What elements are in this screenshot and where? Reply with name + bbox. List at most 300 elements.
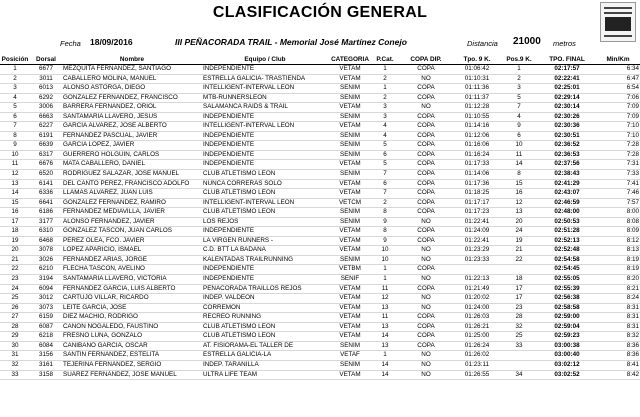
cell-pace: 6:47 [596, 74, 640, 84]
cell-final-time: 02:30:51 [538, 131, 596, 141]
table-row [0, 93, 640, 103]
cell-club: PEÑACORADA TRAILLOS REJOS [202, 284, 328, 294]
cell-position: 12 [0, 170, 30, 180]
cell-bib: 3006 [30, 103, 62, 113]
cell-category-position: 5 [372, 141, 398, 151]
cell-category: SENIM [328, 170, 372, 180]
cell-pace: 7:41 [596, 179, 640, 189]
cell-bib: 3011 [30, 74, 62, 84]
cell-category: SENIM [328, 112, 372, 122]
cell-pace: 8:09 [596, 227, 640, 237]
cell-position: 24 [0, 284, 30, 294]
cell-category: SENIM [328, 150, 372, 160]
cell-final-time: 02:54:45 [538, 265, 596, 275]
cell-position-9k: 32 [500, 322, 538, 332]
cell-club: INDEPENDIENTE [202, 160, 328, 170]
cell-club: CORREMON [202, 303, 328, 313]
cell-time-9k: 01:16:06 [454, 141, 500, 151]
cell-pace: 8:21 [596, 284, 640, 294]
cell-category-position: 2 [372, 93, 398, 103]
column-header-final-time: TPO. FINAL [538, 56, 596, 65]
table-row [0, 217, 640, 227]
cell-category: VETBM [328, 265, 372, 275]
cell-time-9k: 01:24:00 [454, 303, 500, 313]
cell-pace: 6:34 [596, 65, 640, 75]
cell-bib: 6159 [30, 313, 62, 323]
cell-time-9k: 01:11:37 [454, 93, 500, 103]
cell-name: DEL CANTO PEREZ, FRANCISCO ADOLFO [62, 179, 202, 189]
cell-club: ESTRELLA GALICIA-LA [202, 351, 328, 361]
cell-name: CAÑON NOGALEDO, FAUSTINO [62, 322, 202, 332]
cell-final-time: 02:59:23 [538, 332, 596, 342]
cell-cup: COPA [398, 170, 454, 180]
cell-position-9k: 12 [500, 198, 538, 208]
cell-club: INDEPENDIENTE [202, 265, 328, 275]
cell-cup: COPA [398, 141, 454, 151]
cell-position: 2 [0, 74, 30, 84]
table-row [0, 112, 640, 122]
cell-club: LA VIRGEN RUNNERS - [202, 236, 328, 246]
cell-bib: 6639 [30, 141, 62, 151]
cell-position: 18 [0, 227, 30, 237]
cell-category: SENIF [328, 275, 372, 285]
cell-cup: NO [398, 103, 454, 113]
cell-position: 21 [0, 255, 30, 265]
cell-pace: 7:09 [596, 112, 640, 122]
cell-position-9k: 6 [500, 131, 538, 141]
cell-position: 19 [0, 236, 30, 246]
cell-name: DIEZ MACHIO, RODRIGO [62, 313, 202, 323]
cell-position-9k: 3 [500, 84, 538, 94]
column-header-position: Posición [1, 56, 29, 63]
cell-category-position: 14 [372, 360, 398, 370]
cell-club: ULTRA LIFE TEAM [202, 370, 328, 380]
cell-final-time: 02:37:56 [538, 160, 596, 170]
cell-time-9k: 01:26:02 [454, 351, 500, 361]
cell-club: CLUB ATLETISMO LEÓN [202, 332, 328, 342]
cell-category: VETAM [328, 189, 372, 199]
cell-category: VETAM [328, 227, 372, 237]
cell-cup: COPA [398, 227, 454, 237]
cell-pace: 8:36 [596, 351, 640, 361]
cell-time-9k: 01:23:33 [454, 255, 500, 265]
cell-category: VETAM [328, 179, 372, 189]
cell-final-time: 02:48:00 [538, 208, 596, 218]
cell-name: MATA CABALLERO, DANIEL [62, 160, 202, 170]
cell-cup: COPA [398, 284, 454, 294]
cell-bib: 6336 [30, 189, 62, 199]
cell-time-9k: 01:16:24 [454, 150, 500, 160]
table-row [0, 236, 640, 246]
table-row [0, 284, 640, 294]
cell-bib: 6520 [30, 170, 62, 180]
cell-final-time: 02:17:57 [538, 65, 596, 75]
cell-position-9k: 4 [500, 112, 538, 122]
cell-final-time: 02:59:00 [538, 313, 596, 323]
cell-pace: 8:31 [596, 313, 640, 323]
cell-club: INDEPENDIENTE [202, 65, 328, 75]
cell-position-9k: 13 [500, 208, 538, 218]
cell-position: 8 [0, 131, 30, 141]
cell-pace: 8:20 [596, 275, 640, 285]
cell-final-time: 02:30:26 [538, 112, 596, 122]
cell-pace: 8:31 [596, 322, 640, 332]
cell-position: 25 [0, 294, 30, 304]
cell-club: INDEPENDIENTE [202, 275, 328, 285]
cell-name: GARCIA LOPEZ, JAVIER [62, 141, 202, 151]
cell-name: MEZQUITA FERNANDEZ, SANTIAGO [62, 65, 202, 75]
cell-name: LOPEZ APARICIO, ISMAEL [62, 246, 202, 256]
table-row [0, 341, 640, 351]
cell-cup: NO [398, 294, 454, 304]
cell-cup: NO [398, 255, 454, 265]
cell-cup: NO [398, 217, 454, 227]
cell-category-position: 1 [372, 275, 398, 285]
table-row [0, 103, 640, 113]
cell-category-position: 7 [372, 189, 398, 199]
cell-cup: COPA [398, 322, 454, 332]
cell-cup: NO [398, 360, 454, 370]
cell-club: SALAMANCA RAIDS & TRAIL [202, 103, 328, 113]
cell-name: ALONSO ASTORGA, DIEGO [62, 84, 202, 94]
table-row [0, 170, 640, 180]
cell-position: 14 [0, 189, 30, 199]
cell-pace: 8:08 [596, 217, 640, 227]
column-header-name: Nombre [62, 56, 202, 65]
cell-time-9k: 01:10:55 [454, 112, 500, 122]
cell-category-position: 4 [372, 122, 398, 132]
cell-category-position: 3 [372, 112, 398, 122]
column-header-time-9k: Tpo. 9 K. [454, 56, 500, 65]
cell-category: VETCM [328, 198, 372, 208]
cell-position-9k: 17 [500, 294, 538, 304]
table-row [0, 246, 640, 256]
cell-club: ESTRELLA GALICIA- TRASTIENDA [202, 74, 328, 84]
cell-name: LEITE GARCIA, JOSE [62, 303, 202, 313]
cell-club: INDEP. TARANILLA [202, 360, 328, 370]
table-row [0, 303, 640, 313]
table-row [0, 360, 640, 370]
cell-position: 31 [0, 351, 30, 361]
cell-final-time: 03:00:38 [538, 341, 596, 351]
cell-time-9k: 01:20:02 [454, 294, 500, 304]
cell-position: 30 [0, 341, 30, 351]
cell-category-position: 6 [372, 150, 398, 160]
cell-time-9k: 01:14:16 [454, 122, 500, 132]
cell-name: LLAMAS ALVAREZ, JUAN LUIS [62, 189, 202, 199]
cell-club: INDEPENDIENTE [202, 131, 328, 141]
table-row [0, 332, 640, 342]
cell-pace: 8:41 [596, 360, 640, 370]
cell-pace: 7:31 [596, 160, 640, 170]
cell-position: 9 [0, 141, 30, 151]
cell-name: GONZALEZ TASCON, JUAN CARLOS [62, 227, 202, 237]
cell-final-time: 02:55:39 [538, 284, 596, 294]
column-header-club: Equipo / Club [202, 56, 328, 65]
cell-club: RECREO RUNNING [202, 313, 328, 323]
cell-bib: 6310 [30, 227, 62, 237]
table-row [0, 84, 640, 94]
cell-time-9k: 01:24:09 [454, 227, 500, 237]
table-row [0, 255, 640, 265]
table-row [0, 160, 640, 170]
cell-position: 27 [0, 313, 30, 323]
cell-pace: 8:13 [596, 246, 640, 256]
cell-pace: 7:10 [596, 131, 640, 141]
cell-position-9k: 24 [500, 227, 538, 237]
cell-position: 10 [0, 150, 30, 160]
cell-pace: 8:36 [596, 341, 640, 351]
cell-name: RODRÍGUEZ SALAZAR, JOSE MANUEL [62, 170, 202, 180]
cell-cup: COPA [398, 65, 454, 75]
cell-final-time: 02:52:48 [538, 246, 596, 256]
cell-category-position: 10 [372, 246, 398, 256]
cell-category: SENIM [328, 208, 372, 218]
cell-category: VETAM [328, 313, 372, 323]
cell-category: VETAM [328, 160, 372, 170]
cell-time-9k: 01:26:03 [454, 313, 500, 323]
cell-category: VETAM [328, 332, 372, 342]
cell-position-9k: 7 [500, 103, 538, 113]
cell-bib: 6218 [30, 332, 62, 342]
cell-position: 20 [0, 246, 30, 256]
cell-cup: COPA [398, 179, 454, 189]
cell-time-9k: 01:22:41 [454, 217, 500, 227]
cell-category-position: 13 [372, 322, 398, 332]
cell-bib: 3073 [30, 303, 62, 313]
cell-name: GONZALEZ FERNANDEZ, FRANCISCO [62, 93, 202, 103]
cell-position: 17 [0, 217, 30, 227]
cell-category: VETAM [328, 284, 372, 294]
cell-club: MTB-RUNNERSLEÓN [202, 93, 328, 103]
date-label: Fecha [60, 39, 81, 48]
cell-category-position: 9 [372, 217, 398, 227]
event-logo-icon [600, 2, 636, 42]
cell-position-9k: 15 [500, 179, 538, 189]
cell-position-9k: 23 [500, 303, 538, 313]
cell-pace: 8:00 [596, 208, 640, 218]
cell-bib: 6677 [30, 65, 62, 75]
table-row [0, 227, 640, 237]
table-row [0, 131, 640, 141]
cell-category-position: 14 [372, 332, 398, 342]
cell-position-9k: 25 [500, 332, 538, 342]
cell-pace: 7:10 [596, 122, 640, 132]
cell-name: GARCÍA ÁLVAREZ, JOSE ALBERTO [62, 122, 202, 132]
cell-category-position: 2 [372, 198, 398, 208]
cell-time-9k: 01:26:21 [454, 322, 500, 332]
cell-category: SENIM [328, 84, 372, 94]
cell-position: 33 [0, 370, 30, 380]
table-row [0, 179, 640, 189]
cell-bib: 6641 [30, 198, 62, 208]
cell-time-9k: 01:17:33 [454, 160, 500, 170]
cell-pace: 7:57 [596, 198, 640, 208]
table-row [0, 122, 640, 132]
cell-position: 7 [0, 122, 30, 132]
cell-category: SENIM [328, 141, 372, 151]
table-row [0, 74, 640, 84]
cell-time-9k: 01:14:06 [454, 170, 500, 180]
cell-time-9k: 01:17:17 [454, 198, 500, 208]
cell-final-time: 02:55:05 [538, 275, 596, 285]
table-row [0, 65, 640, 75]
cell-position-9k: 9 [500, 122, 538, 132]
cell-position: 13 [0, 179, 30, 189]
cell-cup: NO [398, 370, 454, 380]
cell-position-9k: 8 [500, 170, 538, 180]
cell-category: VETAM [328, 74, 372, 84]
cell-time-9k: 01:18:25 [454, 189, 500, 199]
cell-final-time: 02:43:07 [538, 189, 596, 199]
cell-name: FLECHA TASCON, AVELINO [62, 265, 202, 275]
cell-bib: 6013 [30, 84, 62, 94]
cell-final-time: 02:52:13 [538, 236, 596, 246]
cell-cup: COPA [398, 265, 454, 275]
cell-pace: 8:19 [596, 265, 640, 275]
cell-category-position: 11 [372, 313, 398, 323]
cell-name: FERNANDEZ PASCUAL, JAVIER [62, 131, 202, 141]
cell-category: VETAM [328, 65, 372, 75]
distance-unit: metros [553, 39, 576, 48]
column-header-category: CATEGORIA [328, 56, 372, 65]
table-row [0, 189, 640, 199]
cell-category-position: 4 [372, 131, 398, 141]
cell-category: VETAM [328, 246, 372, 256]
cell-position: 32 [0, 360, 30, 370]
table-row [0, 370, 640, 380]
cell-club: NUNCA CORRERÁS SOLO [202, 179, 328, 189]
cell-final-time: 02:30:36 [538, 122, 596, 132]
cell-time-9k: 01:25:00 [454, 332, 500, 342]
cell-position-9k [500, 265, 538, 275]
cell-final-time: 02:38:43 [538, 170, 596, 180]
cell-pace: 7:33 [596, 170, 640, 180]
cell-category: VETAM [328, 122, 372, 132]
cell-pace: 7:06 [596, 93, 640, 103]
cell-final-time: 02:58:58 [538, 303, 596, 313]
page-title: CLASIFICACIÓN GENERAL [212, 4, 428, 21]
cell-cup: COPA [398, 160, 454, 170]
table-row [0, 265, 640, 275]
cell-category: VETAM [328, 236, 372, 246]
cell-pace: 8:42 [596, 370, 640, 380]
cell-category-position: 8 [372, 208, 398, 218]
cell-time-9k: 01:21:49 [454, 284, 500, 294]
cell-pace: 8:31 [596, 303, 640, 313]
cell-bib: 3194 [30, 275, 62, 285]
cell-club: CLUB ATLETISMO LEÓN [202, 322, 328, 332]
cell-position-9k: 18 [500, 275, 538, 285]
cell-bib: 3026 [30, 255, 62, 265]
cell-pace: 7:09 [596, 103, 640, 113]
cell-bib: 6087 [30, 322, 62, 332]
cell-time-9k: 01:17:23 [454, 208, 500, 218]
cell-position-9k: 19 [500, 236, 538, 246]
cell-bib: 3161 [30, 360, 62, 370]
cell-pace: 7:28 [596, 150, 640, 160]
cell-name: SANTAMARIA LLAVERO, JESUS [62, 112, 202, 122]
cell-category-position: 1 [372, 265, 398, 275]
cell-position-9k: 22 [500, 255, 538, 265]
cell-time-9k: 01:10:31 [454, 74, 500, 84]
cell-name: FERNANDEZ GARCIA, LUIS ALBERTO [62, 284, 202, 294]
cell-cup: COPA [398, 189, 454, 199]
cell-club: INTELLIGENT-INTERVAL LEÓN [202, 198, 328, 208]
column-header-pace: Min/Km [596, 56, 640, 65]
cell-category-position: 13 [372, 303, 398, 313]
cell-name: FERNANDEZ ARIAS, JORGE [62, 255, 202, 265]
cell-bib: 3158 [30, 370, 62, 380]
cell-final-time: 02:41:29 [538, 179, 596, 189]
cell-position-9k: 1 [500, 65, 538, 75]
cell-name: CABALLERO MOLINA, MANUEL [62, 74, 202, 84]
cell-cup: COPA [398, 150, 454, 160]
cell-club: C.D. BTT LA BADANA [202, 246, 328, 256]
cell-name: CAÑIBANO GARCIA, OSCAR [62, 341, 202, 351]
cell-position-9k: 2 [500, 74, 538, 84]
cell-time-9k: 01:22:41 [454, 236, 500, 246]
cell-name: CARTUJO VILLAR, RICARDO [62, 294, 202, 304]
cell-time-9k: 01:11:36 [454, 84, 500, 94]
cell-position-9k: 10 [500, 141, 538, 151]
cell-bib: 3012 [30, 294, 62, 304]
column-header-bib: Dorsal [30, 56, 62, 65]
cell-position: 23 [0, 275, 30, 285]
cell-time-9k: 01:26:24 [454, 341, 500, 351]
cell-bib: 6191 [30, 131, 62, 141]
cell-position: 1 [0, 65, 30, 75]
cell-final-time: 02:54:58 [538, 255, 596, 265]
cell-category-position: 11 [372, 284, 398, 294]
table-row [0, 294, 640, 304]
cell-pace: 8:19 [596, 255, 640, 265]
cell-bib: 3156 [30, 351, 62, 361]
cell-position: 26 [0, 303, 30, 313]
cell-position-9k: 21 [500, 246, 538, 256]
cell-time-9k: 01:23:29 [454, 246, 500, 256]
cell-club: INDEPENDIENTE [202, 141, 328, 151]
cell-position-9k: 16 [500, 189, 538, 199]
cell-category: VETAF [328, 351, 372, 361]
cell-bib: 6084 [30, 341, 62, 351]
cell-bib: 6210 [30, 265, 62, 275]
table-row [0, 351, 640, 361]
cell-bib: 6663 [30, 112, 62, 122]
cell-cup: COPA [398, 93, 454, 103]
results-body [0, 65, 640, 380]
cell-position-9k: 28 [500, 313, 538, 323]
cell-category-position: 9 [372, 236, 398, 246]
distance-label: Distancia [467, 39, 498, 48]
cell-time-9k: 01:26:55 [454, 370, 500, 380]
cell-category: VETAM [328, 303, 372, 313]
event-date: 18/09/2016 [90, 37, 133, 47]
cell-category: SENIM [328, 255, 372, 265]
cell-position-9k: 5 [500, 93, 538, 103]
cell-final-time: 02:56:38 [538, 294, 596, 304]
column-header-cup: COPA DIP. [398, 56, 454, 65]
cell-name: SANTIN FERNANDEZ, ESTELITA [62, 351, 202, 361]
cell-cup: COPA [398, 198, 454, 208]
cell-name: TEJERINA FERNANDEZ, SERGIO [62, 360, 202, 370]
table-row [0, 208, 640, 218]
cell-club: INDEP. VALDEON [202, 294, 328, 304]
cell-final-time: 03:02:52 [538, 370, 596, 380]
cell-bib: 3078 [30, 246, 62, 256]
cell-final-time: 02:36:52 [538, 141, 596, 151]
cell-cup: COPA [398, 122, 454, 132]
